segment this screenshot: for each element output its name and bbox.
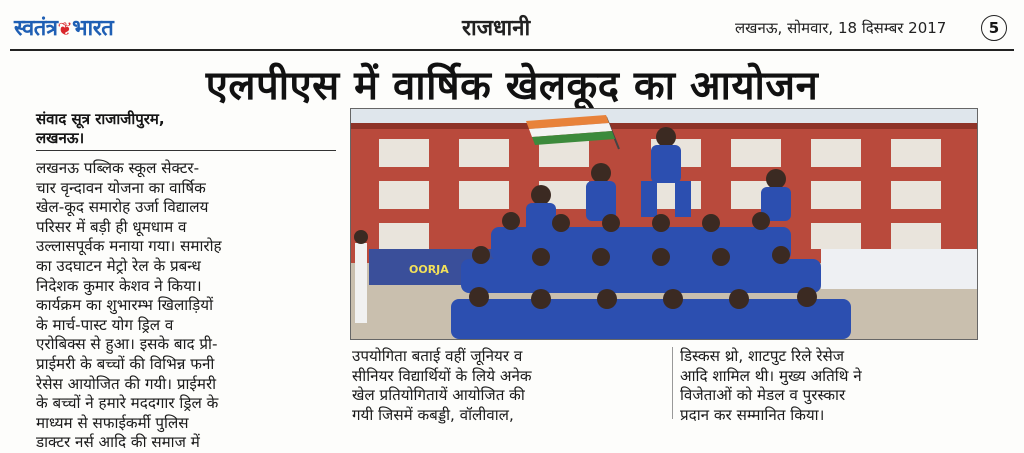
text-line: खेल-कूद समारोह उर्जा विद्यालय bbox=[36, 198, 209, 217]
text-line: निदेशक कुमार केशव ने किया। bbox=[36, 276, 202, 295]
text-line: उपयोगिता बताई वहीं जूनियर व bbox=[352, 347, 523, 365]
text-line: खेल प्रतियोगितायें आयोजित की bbox=[352, 386, 525, 405]
text-line: विजेताओं को मेडल व पुरस्कार bbox=[680, 386, 846, 405]
masthead-divider bbox=[10, 49, 1014, 51]
text-line: प्राईमरी के बच्चों की विभिन्न फनी bbox=[36, 354, 215, 373]
banner-text: OORJA bbox=[409, 263, 449, 276]
article-column-1 bbox=[36, 159, 338, 453]
dateline: लखनऊ, सोमवार, 18 दिसम्बर 2017 bbox=[735, 19, 947, 37]
byline-divider bbox=[36, 150, 336, 151]
article-headline: एलपीएस में वार्षिक खेलकूद का आयोजन bbox=[205, 63, 819, 109]
text-line: के मार्च-पास्ट योग ड्रिल व bbox=[36, 315, 174, 334]
text-line: उल्लासपूर्वक मनाया गया। समारोह bbox=[36, 237, 222, 256]
text-line: एरोबिक्स से हुआ। इसके बाद प्री- bbox=[36, 335, 218, 354]
text-line: का उदघाटन मेट्रो रेल के प्रबन्ध bbox=[36, 256, 201, 275]
text-line: सीनियर विद्यार्थियों के लिये अनेक bbox=[352, 366, 532, 385]
article-column-2 bbox=[352, 347, 670, 425]
article-column-3 bbox=[680, 347, 980, 425]
page-number: 5 bbox=[981, 15, 1007, 41]
text-line: रेसेस आयोजित की गयी। प्राईमरी bbox=[36, 374, 217, 393]
text-line: माध्यम से सफाईकर्मी पुलिस bbox=[36, 413, 189, 432]
text-line: आदि शामिल थी। मुख्य अतिथि ने bbox=[680, 366, 862, 385]
section-title: राजधानी bbox=[462, 15, 531, 41]
text-line: डाक्टर नर्स आदि की समाज में bbox=[36, 433, 200, 452]
human-pyramid-photo bbox=[351, 109, 978, 340]
newspaper-logo bbox=[14, 12, 113, 42]
byline-line: लखनऊ। bbox=[36, 129, 85, 147]
text-line: गयी जिसमें कबड्डी, वॉलीवाल, bbox=[352, 405, 514, 424]
text-line: लखनऊ पब्लिक स्कूल सेक्टर- bbox=[36, 159, 200, 177]
masthead bbox=[0, 0, 1024, 50]
text-line: प्रदान कर सम्मानित किया। bbox=[680, 405, 825, 424]
flame-icon: ❦ bbox=[57, 19, 73, 40]
text-line: चार वृन्दावन योजना का वार्षिक bbox=[36, 178, 206, 197]
column-divider bbox=[672, 347, 673, 419]
logo-text-right: भारत bbox=[72, 16, 114, 41]
text-line: परिसर में बड़ी ही धूमधाम व bbox=[36, 217, 187, 236]
byline-line: संवाद सूत्र राजाजीपुरम, bbox=[36, 110, 165, 128]
text-line: डिस्कस थ्रो, शाटपुट रिले रेसेज bbox=[680, 347, 845, 365]
article-byline bbox=[36, 110, 165, 148]
text-line: के बच्चों ने हमारे मददगार ड्रिल के bbox=[36, 394, 219, 413]
article-photo bbox=[350, 108, 978, 340]
text-line: कार्यक्रम का शुभारम्भ खिलाड़ियों bbox=[36, 296, 214, 315]
logo-text-left: स्वतंत्र bbox=[14, 16, 58, 41]
